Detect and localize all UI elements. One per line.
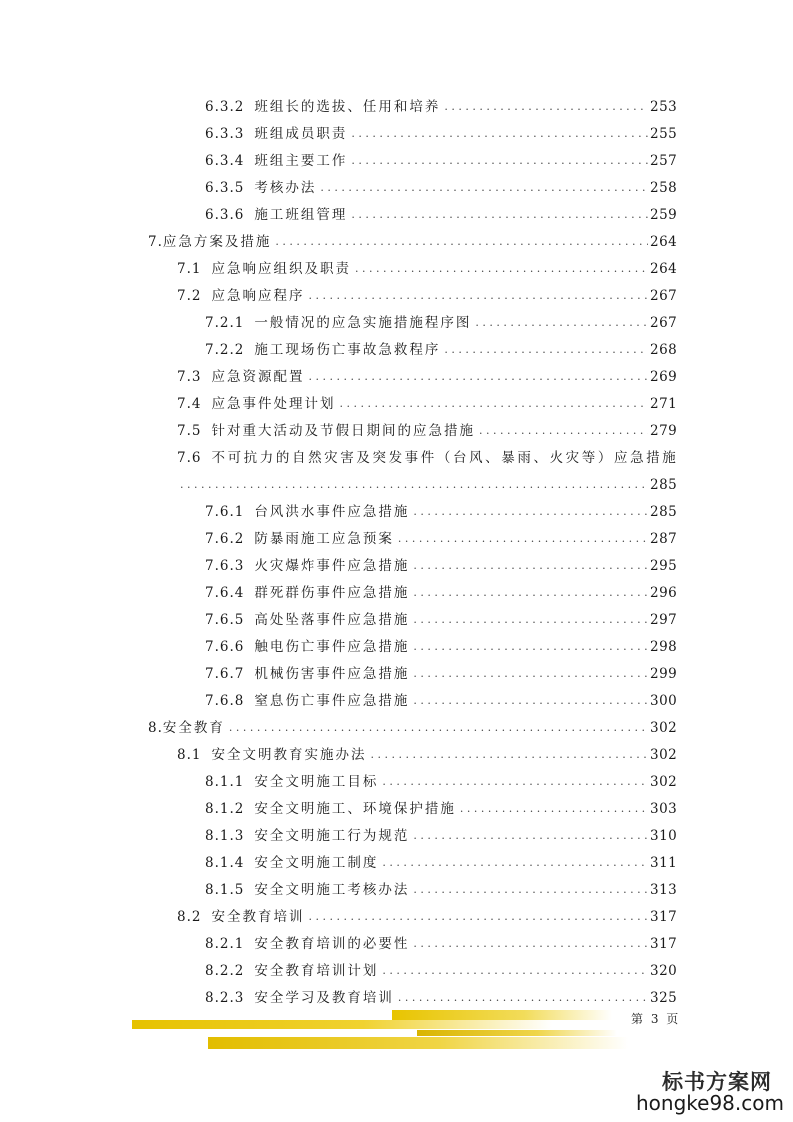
toc-entry[interactable] <box>205 94 678 116</box>
toc-entry-page: 271 <box>650 396 678 412</box>
toc-entry[interactable] <box>205 202 678 224</box>
toc-leader-dots <box>444 98 648 116</box>
toc-entry-number: 8.2.1 <box>205 936 245 952</box>
toc-entry-title: 触电伤亡事件应急措施 <box>254 639 410 655</box>
toc-entry-page: 264 <box>650 234 678 250</box>
toc-leader-dots <box>351 125 648 143</box>
toc-entry[interactable] <box>205 499 678 521</box>
toc-leader-dots <box>382 773 648 791</box>
toc-entry[interactable] <box>205 850 678 872</box>
toc-section[interactable] <box>177 364 678 386</box>
watermark-site-name: 标书方案网 <box>662 1069 772 1094</box>
toc-entry-title: 施工班组管理 <box>254 207 348 223</box>
toc-entry-title: 不可抗力的自然灾害及突发事件（台风、暴雨、火灾等）应急措施 <box>211 450 679 466</box>
toc-entry-number: 7.2 <box>177 288 202 304</box>
toc-entry-page: 310 <box>650 828 678 844</box>
toc-entry-page: 299 <box>650 666 678 682</box>
toc-leader-dots <box>413 692 648 710</box>
toc-leader-dots <box>370 746 648 764</box>
toc-entry-number: 7.6.3 <box>205 558 245 574</box>
page-number-label: 第 3 页 <box>631 1012 681 1026</box>
toc-entry-number: 7.4 <box>177 396 202 412</box>
toc-entry[interactable] <box>205 607 678 629</box>
toc-entry-number: 8. <box>148 720 163 736</box>
toc-entry-page: 253 <box>650 99 678 115</box>
toc-entry-page: 296 <box>650 585 678 601</box>
toc-entry-number: 8.1.3 <box>205 828 245 844</box>
toc-section-wrapped-title[interactable] <box>177 449 679 467</box>
toc-section[interactable] <box>177 391 678 413</box>
toc-leader-dots <box>398 530 648 548</box>
toc-leader-dots <box>275 233 648 251</box>
toc-leader-dots <box>351 152 648 170</box>
toc-section[interactable] <box>177 256 678 278</box>
toc-entry-page: 268 <box>650 342 678 358</box>
toc-entry-number: 8.1 <box>177 747 202 763</box>
toc-entry-number: 7.5 <box>177 423 202 439</box>
toc-entry-page: 300 <box>650 693 678 709</box>
toc-entry-title: 安全文明施工制度 <box>254 855 379 871</box>
toc-section[interactable] <box>177 283 678 305</box>
toc-entry[interactable] <box>205 958 678 980</box>
toc-entry[interactable] <box>205 553 678 575</box>
toc-entry-page: 267 <box>650 288 678 304</box>
toc-leader-dots <box>460 800 648 818</box>
toc-entry-number: 7.6.4 <box>205 585 245 601</box>
toc-entry[interactable] <box>205 634 678 656</box>
toc-entry[interactable] <box>205 148 678 170</box>
toc-entry[interactable] <box>205 877 678 899</box>
toc-chapter[interactable] <box>148 715 678 737</box>
toc-entry-title: 安全文明施工、环境保护措施 <box>254 801 456 817</box>
toc-entry-page: 298 <box>650 639 678 655</box>
toc-entry-number: 7. <box>148 234 163 250</box>
toc-entry-page: 317 <box>650 936 678 952</box>
toc-entry[interactable] <box>205 931 678 953</box>
toc-entry-title: 班组长的选拔、任用和培养 <box>254 99 441 115</box>
toc-entry-page: 325 <box>650 990 678 1006</box>
toc-entry-page: 259 <box>650 207 678 223</box>
toc-entry-number: 6.3.5 <box>205 180 245 196</box>
toc-entry-title: 安全文明施工目标 <box>254 774 379 790</box>
toc-entry-page: 317 <box>650 909 678 925</box>
toc-chapter[interactable] <box>148 229 678 251</box>
toc-entry-page: 264 <box>650 261 678 277</box>
toc-entry-page: 320 <box>650 963 678 979</box>
toc-entry-title: 班组主要工作 <box>254 153 348 169</box>
toc-entry-title: 群死群伤事件应急措施 <box>254 585 410 601</box>
toc-entry-title: 应急资源配置 <box>211 369 305 385</box>
toc-entry[interactable] <box>205 337 678 359</box>
toc-entry-number: 7.6.2 <box>205 531 245 547</box>
toc-leader-dots <box>382 962 648 980</box>
toc-leader-dots <box>413 611 648 629</box>
toc-entry-page: 285 <box>650 477 678 493</box>
toc-entry[interactable] <box>205 688 678 710</box>
toc-entry-number: 7.6.5 <box>205 612 245 628</box>
footer-decor-bar <box>392 1010 612 1020</box>
toc-entry-page: 302 <box>650 720 678 736</box>
toc-leader-dots <box>413 881 648 899</box>
toc-entry[interactable] <box>205 985 678 1007</box>
toc-entry-number: 8.1.5 <box>205 882 245 898</box>
toc-entry-title: 高处坠落事件应急措施 <box>254 612 410 628</box>
toc-entry-title: 安全教育培训 <box>211 909 305 925</box>
toc-entry-title: 应急方案及措施 <box>162 234 272 250</box>
toc-entry-title: 机械伤害事件应急措施 <box>254 666 410 682</box>
toc-entry-page: 257 <box>650 153 678 169</box>
toc-entry[interactable] <box>205 310 678 332</box>
toc-section[interactable] <box>177 418 678 440</box>
footer-decor-bar <box>417 1030 617 1036</box>
toc-leader-dots <box>398 989 648 1007</box>
watermark-site-url: hongke98.com <box>636 1091 784 1115</box>
toc-leader-dots <box>479 422 648 440</box>
toc-entry[interactable] <box>205 661 678 683</box>
toc-entry-page: 313 <box>650 882 678 898</box>
toc-leader-dots <box>355 260 648 278</box>
toc-entry-number: 8.1.4 <box>205 855 245 871</box>
toc-entry-title: 应急响应组织及职责 <box>211 261 351 277</box>
footer-decor-bar <box>208 1037 628 1049</box>
toc-leader-dots <box>351 206 648 224</box>
toc-entry-title: 安全学习及教育培训 <box>254 990 394 1006</box>
toc-entry-page: 287 <box>650 531 678 547</box>
toc-entry-page: 303 <box>650 801 678 817</box>
toc-entry-title: 班组成员职责 <box>254 126 348 142</box>
toc-entry-page: 267 <box>650 315 678 331</box>
toc-leader-dots <box>413 935 648 953</box>
toc-entry-title: 应急响应程序 <box>211 288 305 304</box>
toc-leader-dots <box>308 287 648 305</box>
toc-entry-number: 7.6.8 <box>205 693 245 709</box>
toc-entry-number: 7.1 <box>177 261 202 277</box>
toc-entry-title: 应急事件处理计划 <box>211 396 336 412</box>
toc-leader-dots <box>229 719 648 737</box>
toc-entry-page: 295 <box>650 558 678 574</box>
toc-entry-number: 8.1.2 <box>205 801 245 817</box>
toc-entry-number: 7.2.1 <box>205 315 245 331</box>
toc-entry-page: 311 <box>650 855 678 871</box>
toc-section[interactable] <box>177 742 678 764</box>
toc-entry[interactable] <box>205 580 678 602</box>
toc-entry-number: 8.2 <box>177 909 202 925</box>
toc-entry[interactable] <box>205 175 678 197</box>
toc-leader-dots <box>308 368 648 386</box>
toc-entry-number: 7.6.6 <box>205 639 245 655</box>
toc-entry[interactable] <box>205 121 678 143</box>
toc-entry-number: 6.3.2 <box>205 99 245 115</box>
toc-entry-number: 7.6.1 <box>205 504 245 520</box>
toc-leader-dots <box>413 503 648 521</box>
toc-leader-dots <box>444 341 648 359</box>
toc-entry-number: 6.3.4 <box>205 153 245 169</box>
toc-leader-dots <box>413 584 648 602</box>
toc-section-continuation[interactable] <box>180 472 678 494</box>
toc-entry-title: 考核办法 <box>254 180 317 196</box>
toc-entry-title: 安全文明教育实施办法 <box>211 747 367 763</box>
toc-leader-dots <box>413 665 648 683</box>
toc-entry-page: 302 <box>650 747 678 763</box>
toc-entry[interactable] <box>205 769 678 791</box>
toc-leader-dots <box>413 827 648 845</box>
toc-entry-number: 8.2.3 <box>205 990 245 1006</box>
toc-entry-number: 7.6.7 <box>205 666 245 682</box>
toc-entry-page: 302 <box>650 774 678 790</box>
toc-leader-dots <box>382 854 648 872</box>
toc-leader-dots <box>339 395 648 413</box>
toc-section[interactable] <box>177 904 678 926</box>
toc-entry-title: 施工现场伤亡事故急救程序 <box>254 342 441 358</box>
toc-entry-page: 269 <box>650 369 678 385</box>
toc-entry-number: 6.3.6 <box>205 207 245 223</box>
toc-leader-dots <box>413 557 648 575</box>
toc-leader-dots <box>320 179 648 197</box>
toc-entry[interactable] <box>205 526 678 548</box>
toc-leader-dots <box>308 908 648 926</box>
toc-entry[interactable] <box>205 823 678 845</box>
toc-entry[interactable] <box>205 796 678 818</box>
toc-entry-page: 258 <box>650 180 678 196</box>
toc-entry-title: 台风洪水事件应急措施 <box>254 504 410 520</box>
toc-entry-page: 279 <box>650 423 678 439</box>
toc-leader-dots <box>413 638 648 656</box>
toc-entry-page: 285 <box>650 504 678 520</box>
toc-entry-title: 一般情况的应急实施措施程序图 <box>254 315 472 331</box>
footer-decor-bar <box>132 1020 552 1029</box>
toc-entry-title: 安全文明施工行为规范 <box>254 828 410 844</box>
toc-entry-title: 窒息伤亡事件应急措施 <box>254 693 410 709</box>
toc-entry-number: 7.3 <box>177 369 202 385</box>
toc-entry-title: 火灾爆炸事件应急措施 <box>254 558 410 574</box>
toc-entry-title: 安全文明施工考核办法 <box>254 882 410 898</box>
toc-entry-number: 8.1.1 <box>205 774 245 790</box>
toc-entry-number: 6.3.3 <box>205 126 245 142</box>
toc-entry-number: 7.6 <box>177 450 202 466</box>
toc-entry-title: 安全教育培训计划 <box>254 963 379 979</box>
toc-entry-page: 297 <box>650 612 678 628</box>
toc-entry-page: 255 <box>650 126 678 142</box>
toc-entry-title: 针对重大活动及节假日期间的应急措施 <box>211 423 475 439</box>
toc-entry-title: 安全教育 <box>162 720 225 736</box>
toc-leader-dots <box>180 476 648 494</box>
toc-entry-number: 8.2.2 <box>205 963 245 979</box>
toc-leader-dots <box>475 314 648 332</box>
toc-entry-title: 防暴雨施工应急预案 <box>254 531 394 547</box>
toc-entry-title: 安全教育培训的必要性 <box>254 936 410 952</box>
toc-entry-number: 7.2.2 <box>205 342 245 358</box>
